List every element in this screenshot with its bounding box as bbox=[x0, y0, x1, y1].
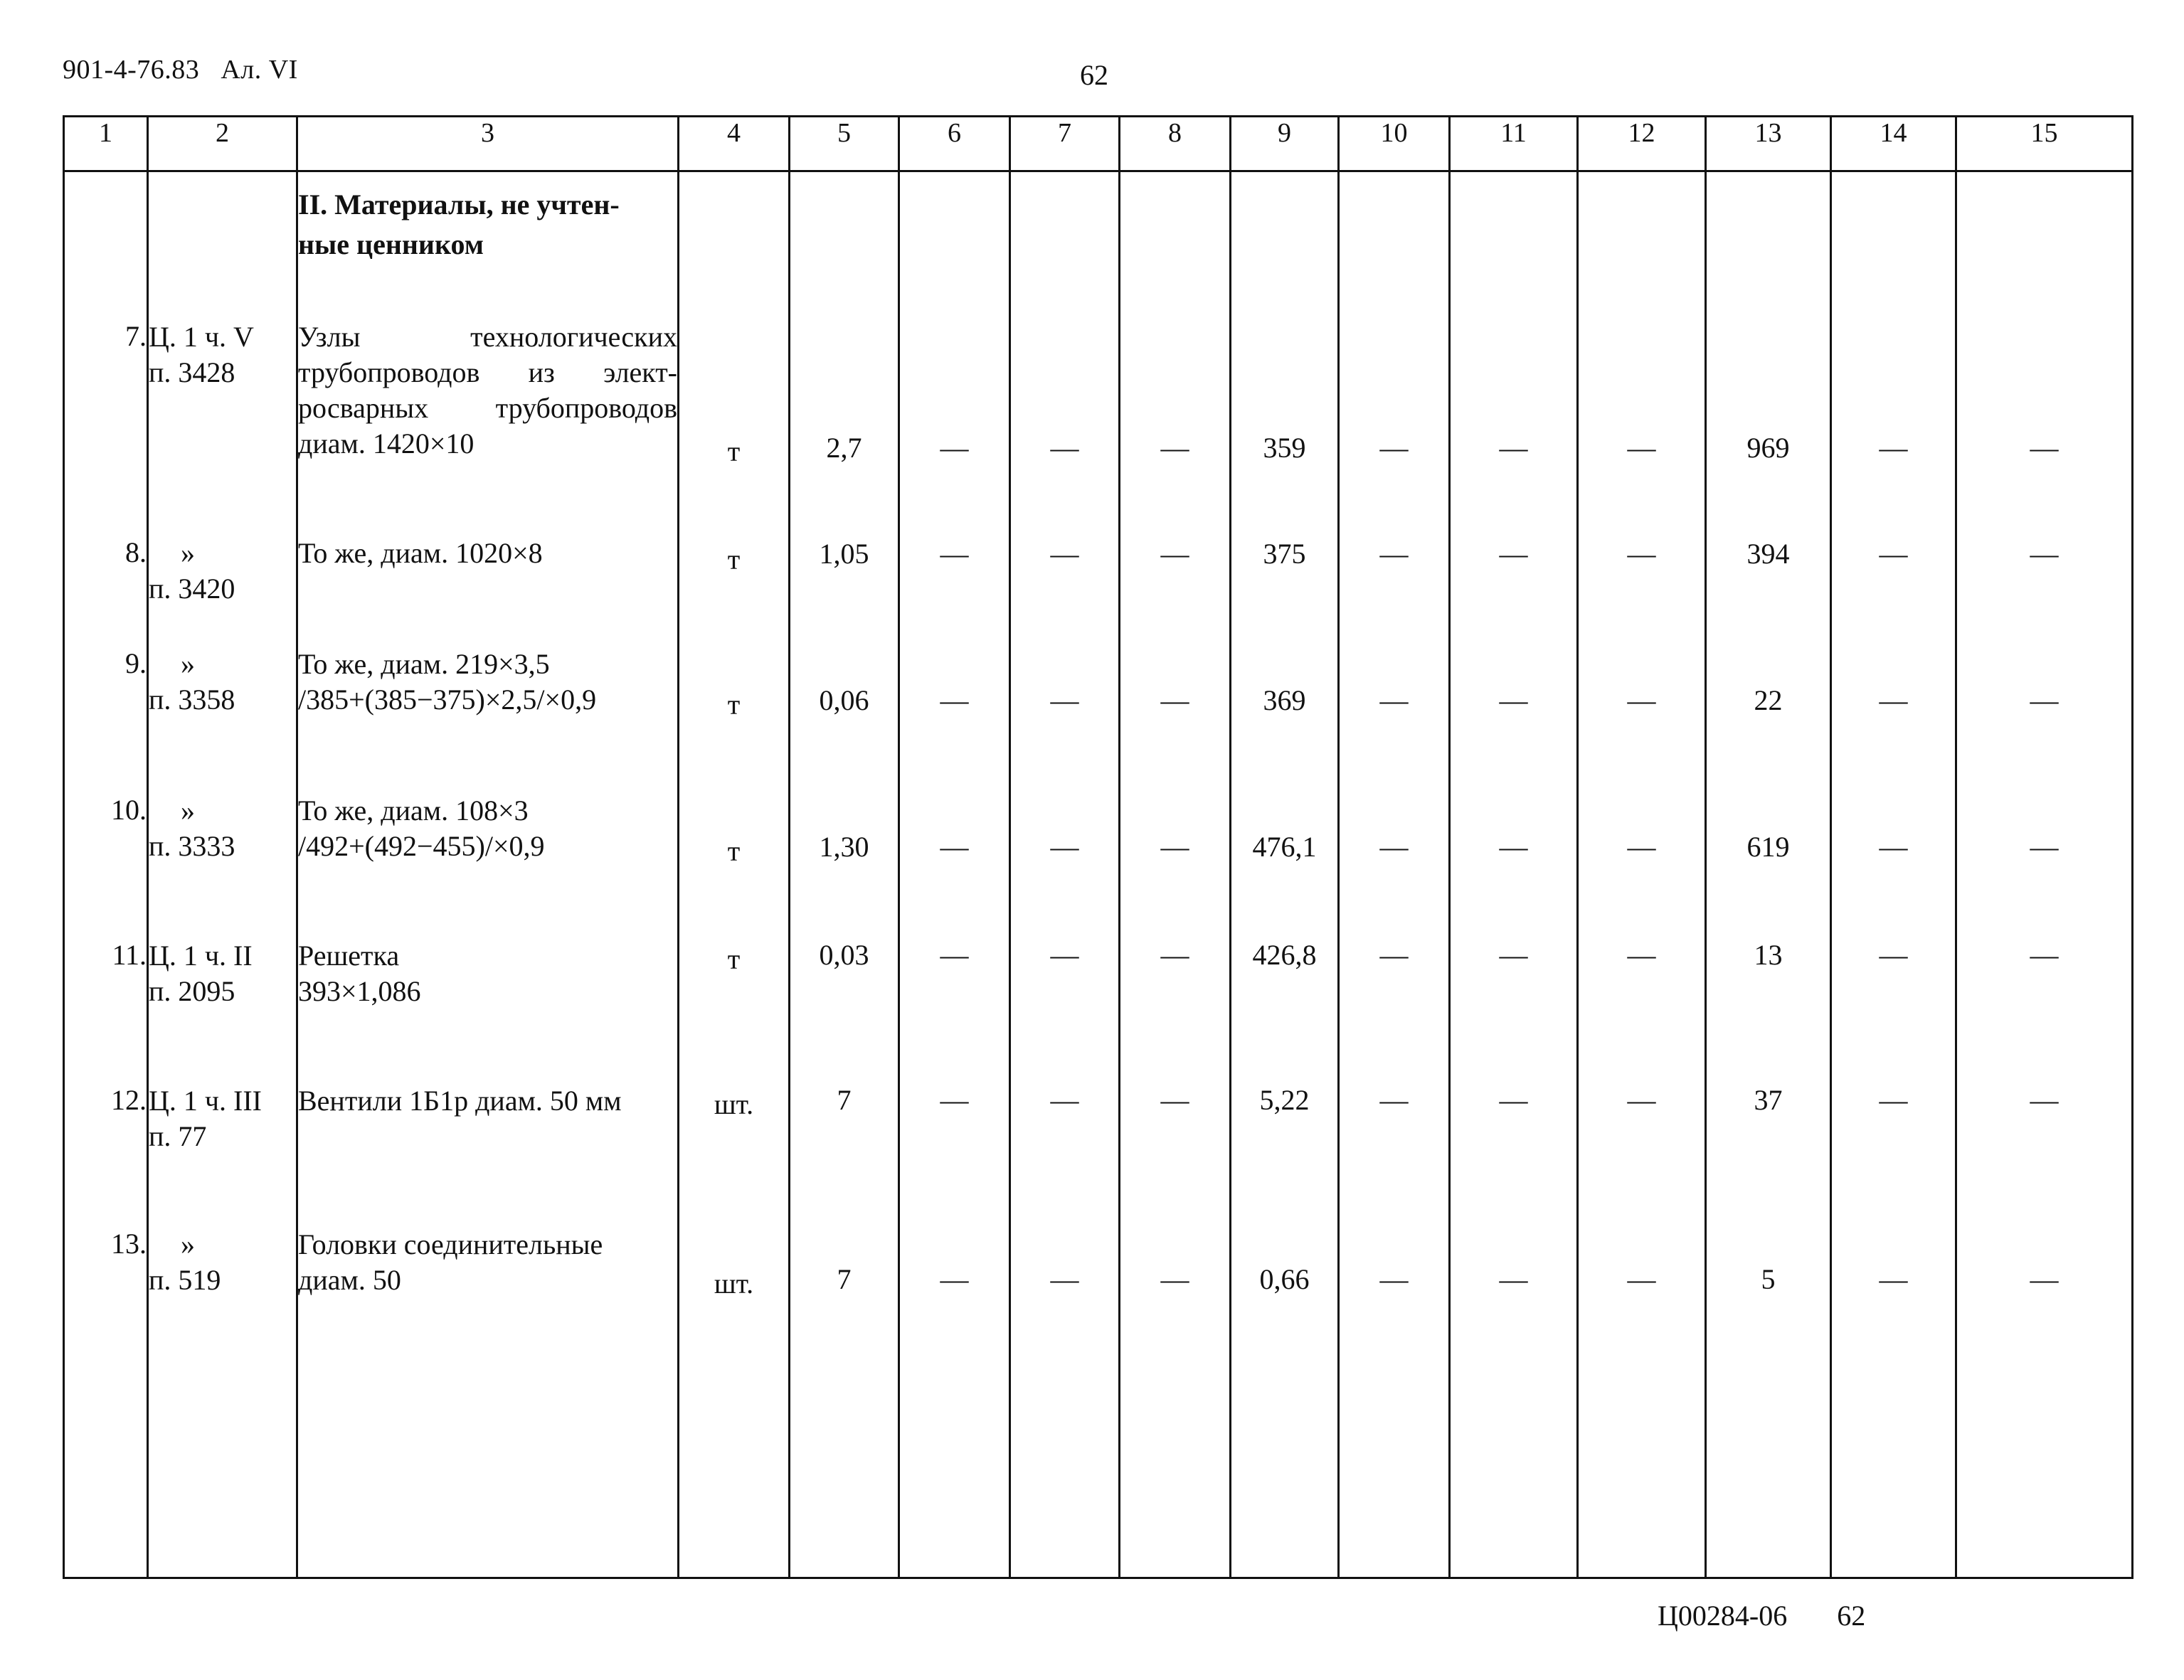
col-header: 11 bbox=[1450, 117, 1578, 171]
row-total: 969 bbox=[1706, 314, 1831, 528]
album-number: Ал. VI bbox=[221, 55, 298, 85]
col-header: 3 bbox=[297, 117, 679, 171]
row-total: 394 bbox=[1706, 528, 1831, 639]
col-header: 13 bbox=[1706, 117, 1831, 171]
row-quantity: 1,30 bbox=[790, 786, 899, 931]
row-reference: Ц. 1 ч. II п. 2095 bbox=[148, 931, 297, 1078]
row-dash: — bbox=[1956, 1078, 2133, 1221]
row-dash: — bbox=[1956, 639, 2133, 786]
col-header: 12 bbox=[1578, 117, 1706, 171]
table-row bbox=[64, 786, 2133, 931]
row-dash: — bbox=[1578, 314, 1706, 528]
col-header: 14 bbox=[1831, 117, 1956, 171]
row-dash: — bbox=[1450, 931, 1578, 1078]
col-header: 7 bbox=[1010, 117, 1120, 171]
table-row bbox=[64, 1221, 2133, 1578]
row-dash: — bbox=[1010, 314, 1120, 528]
row-dash: — bbox=[1120, 786, 1231, 931]
footer-doc-code: Ц00284-06 bbox=[1658, 1600, 1788, 1632]
table-row bbox=[64, 931, 2133, 1078]
table-row bbox=[64, 1078, 2133, 1221]
col-header: 15 bbox=[1956, 117, 2133, 171]
row-dash: — bbox=[1831, 528, 1956, 639]
row-price: 375 bbox=[1231, 528, 1339, 639]
row-total: 37 bbox=[1706, 1078, 1831, 1221]
row-dash: — bbox=[1578, 1078, 1706, 1221]
row-index: 13. bbox=[64, 1221, 148, 1578]
row-quantity: 7 bbox=[790, 1221, 899, 1578]
row-dash: — bbox=[899, 314, 1010, 528]
row-dash: — bbox=[1120, 314, 1231, 528]
row-reference: » п. 519 bbox=[148, 1221, 297, 1578]
col-header: 5 bbox=[790, 117, 899, 171]
row-price: 359 bbox=[1231, 314, 1339, 528]
row-price: 426,8 bbox=[1231, 931, 1339, 1078]
row-price: 369 bbox=[1231, 639, 1339, 786]
row-dash: — bbox=[1956, 1221, 2133, 1578]
row-quantity: 0,06 bbox=[790, 639, 899, 786]
row-index: 10. bbox=[64, 786, 148, 931]
col-header: 10 bbox=[1339, 117, 1450, 171]
row-unit: т bbox=[679, 639, 790, 786]
page-number-top: 62 bbox=[1080, 59, 1108, 91]
row-index: 9. bbox=[64, 639, 148, 786]
row-dash: — bbox=[1010, 786, 1120, 931]
row-dash: — bbox=[1339, 1221, 1450, 1578]
row-dash: — bbox=[1831, 931, 1956, 1078]
row-dash: — bbox=[1578, 1221, 1706, 1578]
row-unit: т bbox=[679, 931, 790, 1078]
section-row bbox=[64, 171, 2133, 314]
row-dash: — bbox=[1831, 639, 1956, 786]
footer-code bbox=[1658, 1599, 1865, 1632]
row-reference: » п. 3420 bbox=[148, 528, 297, 639]
row-dash: — bbox=[1450, 786, 1578, 931]
col-header: 9 bbox=[1231, 117, 1339, 171]
row-dash: — bbox=[1831, 1078, 1956, 1221]
row-index: 12. bbox=[64, 1078, 148, 1221]
footer-page-number: 62 bbox=[1837, 1600, 1866, 1632]
row-dash: — bbox=[899, 1221, 1010, 1578]
row-index: 7. bbox=[64, 314, 148, 528]
estimate-table bbox=[63, 115, 2133, 1579]
row-dash: — bbox=[899, 528, 1010, 639]
row-dash: — bbox=[1578, 528, 1706, 639]
row-description: То же, диам. 108×3 /492+(492−455)/×0,9 bbox=[297, 786, 679, 931]
row-unit: шт. bbox=[679, 1078, 790, 1221]
row-dash: — bbox=[1831, 1221, 1956, 1578]
row-dash: — bbox=[1956, 931, 2133, 1078]
row-dash: — bbox=[1010, 528, 1120, 639]
row-dash: — bbox=[899, 786, 1010, 931]
row-dash: — bbox=[899, 931, 1010, 1078]
row-reference: » п. 3358 bbox=[148, 639, 297, 786]
row-reference: Ц. 1 ч. V п. 3428 bbox=[148, 314, 297, 528]
table-row bbox=[64, 314, 2133, 528]
row-quantity: 0,03 bbox=[790, 931, 899, 1078]
row-quantity: 1,05 bbox=[790, 528, 899, 639]
row-dash: — bbox=[1578, 931, 1706, 1078]
row-unit: т bbox=[679, 786, 790, 931]
row-dash: — bbox=[899, 639, 1010, 786]
row-dash: — bbox=[899, 1078, 1010, 1221]
row-dash: — bbox=[1010, 1078, 1120, 1221]
row-dash: — bbox=[1120, 1221, 1231, 1578]
row-dash: — bbox=[1120, 528, 1231, 639]
row-price: 5,22 bbox=[1231, 1078, 1339, 1221]
row-total: 13 bbox=[1706, 931, 1831, 1078]
table-row bbox=[64, 528, 2133, 639]
row-description: Решетка 393×1,086 bbox=[297, 931, 679, 1078]
row-reference: » п. 3333 bbox=[148, 786, 297, 931]
section-title: II. Материалы, не учтен- ные ценником bbox=[297, 171, 679, 314]
row-dash: — bbox=[1120, 1078, 1231, 1221]
row-dash: — bbox=[1010, 931, 1120, 1078]
column-numbers-row bbox=[64, 117, 2133, 171]
col-header: 1 bbox=[64, 117, 148, 171]
col-header: 2 bbox=[148, 117, 297, 171]
row-dash: — bbox=[1010, 1221, 1120, 1578]
row-unit: т bbox=[679, 314, 790, 528]
row-dash: — bbox=[1339, 786, 1450, 931]
row-dash: — bbox=[1010, 639, 1120, 786]
col-header: 8 bbox=[1120, 117, 1231, 171]
row-description: То же, диам. 1020×8 bbox=[297, 528, 679, 639]
row-dash: — bbox=[1339, 528, 1450, 639]
row-dash: — bbox=[1450, 528, 1578, 639]
doc-code: 901-4-76.83 bbox=[63, 55, 200, 85]
row-price: 476,1 bbox=[1231, 786, 1339, 931]
col-header: 6 bbox=[899, 117, 1010, 171]
row-dash: — bbox=[1831, 314, 1956, 528]
row-total: 5 bbox=[1706, 1221, 1831, 1578]
row-quantity: 7 bbox=[790, 1078, 899, 1221]
row-dash: — bbox=[1120, 639, 1231, 786]
row-total: 22 bbox=[1706, 639, 1831, 786]
row-dash: — bbox=[1956, 528, 2133, 639]
row-dash: — bbox=[1120, 931, 1231, 1078]
row-description: Головки соединительные диам. 50 bbox=[297, 1221, 679, 1578]
row-dash: — bbox=[1339, 931, 1450, 1078]
row-dash: — bbox=[1339, 314, 1450, 528]
row-quantity: 2,7 bbox=[790, 314, 899, 528]
row-description: То же, диам. 219×3,5 /385+(385−375)×2,5/×0,9 bbox=[297, 639, 679, 786]
row-unit: шт. bbox=[679, 1221, 790, 1578]
row-dash: — bbox=[1450, 1078, 1578, 1221]
row-dash: — bbox=[1450, 314, 1578, 528]
row-index: 8. bbox=[64, 528, 148, 639]
row-dash: — bbox=[1578, 639, 1706, 786]
row-dash: — bbox=[1956, 314, 2133, 528]
row-total: 619 bbox=[1706, 786, 1831, 931]
row-dash: — bbox=[1339, 639, 1450, 786]
document-code bbox=[63, 54, 298, 85]
row-description: Узлы технологических трубопроводов из элект- росварных трубопроводов диам. 1420×10 bbox=[297, 314, 679, 528]
row-dash: — bbox=[1956, 786, 2133, 931]
table-row bbox=[64, 639, 2133, 786]
row-dash: — bbox=[1831, 786, 1956, 931]
row-price: 0,66 bbox=[1231, 1221, 1339, 1578]
row-dash: — bbox=[1339, 1078, 1450, 1221]
row-unit: т bbox=[679, 528, 790, 639]
row-dash: — bbox=[1578, 786, 1706, 931]
col-header: 4 bbox=[679, 117, 790, 171]
row-reference: Ц. 1 ч. III п. 77 bbox=[148, 1078, 297, 1221]
row-index: 11. bbox=[64, 931, 148, 1078]
row-dash: — bbox=[1450, 639, 1578, 786]
row-description: Вентили 1Б1р диам. 50 мм bbox=[297, 1078, 679, 1221]
row-dash: — bbox=[1450, 1221, 1578, 1578]
